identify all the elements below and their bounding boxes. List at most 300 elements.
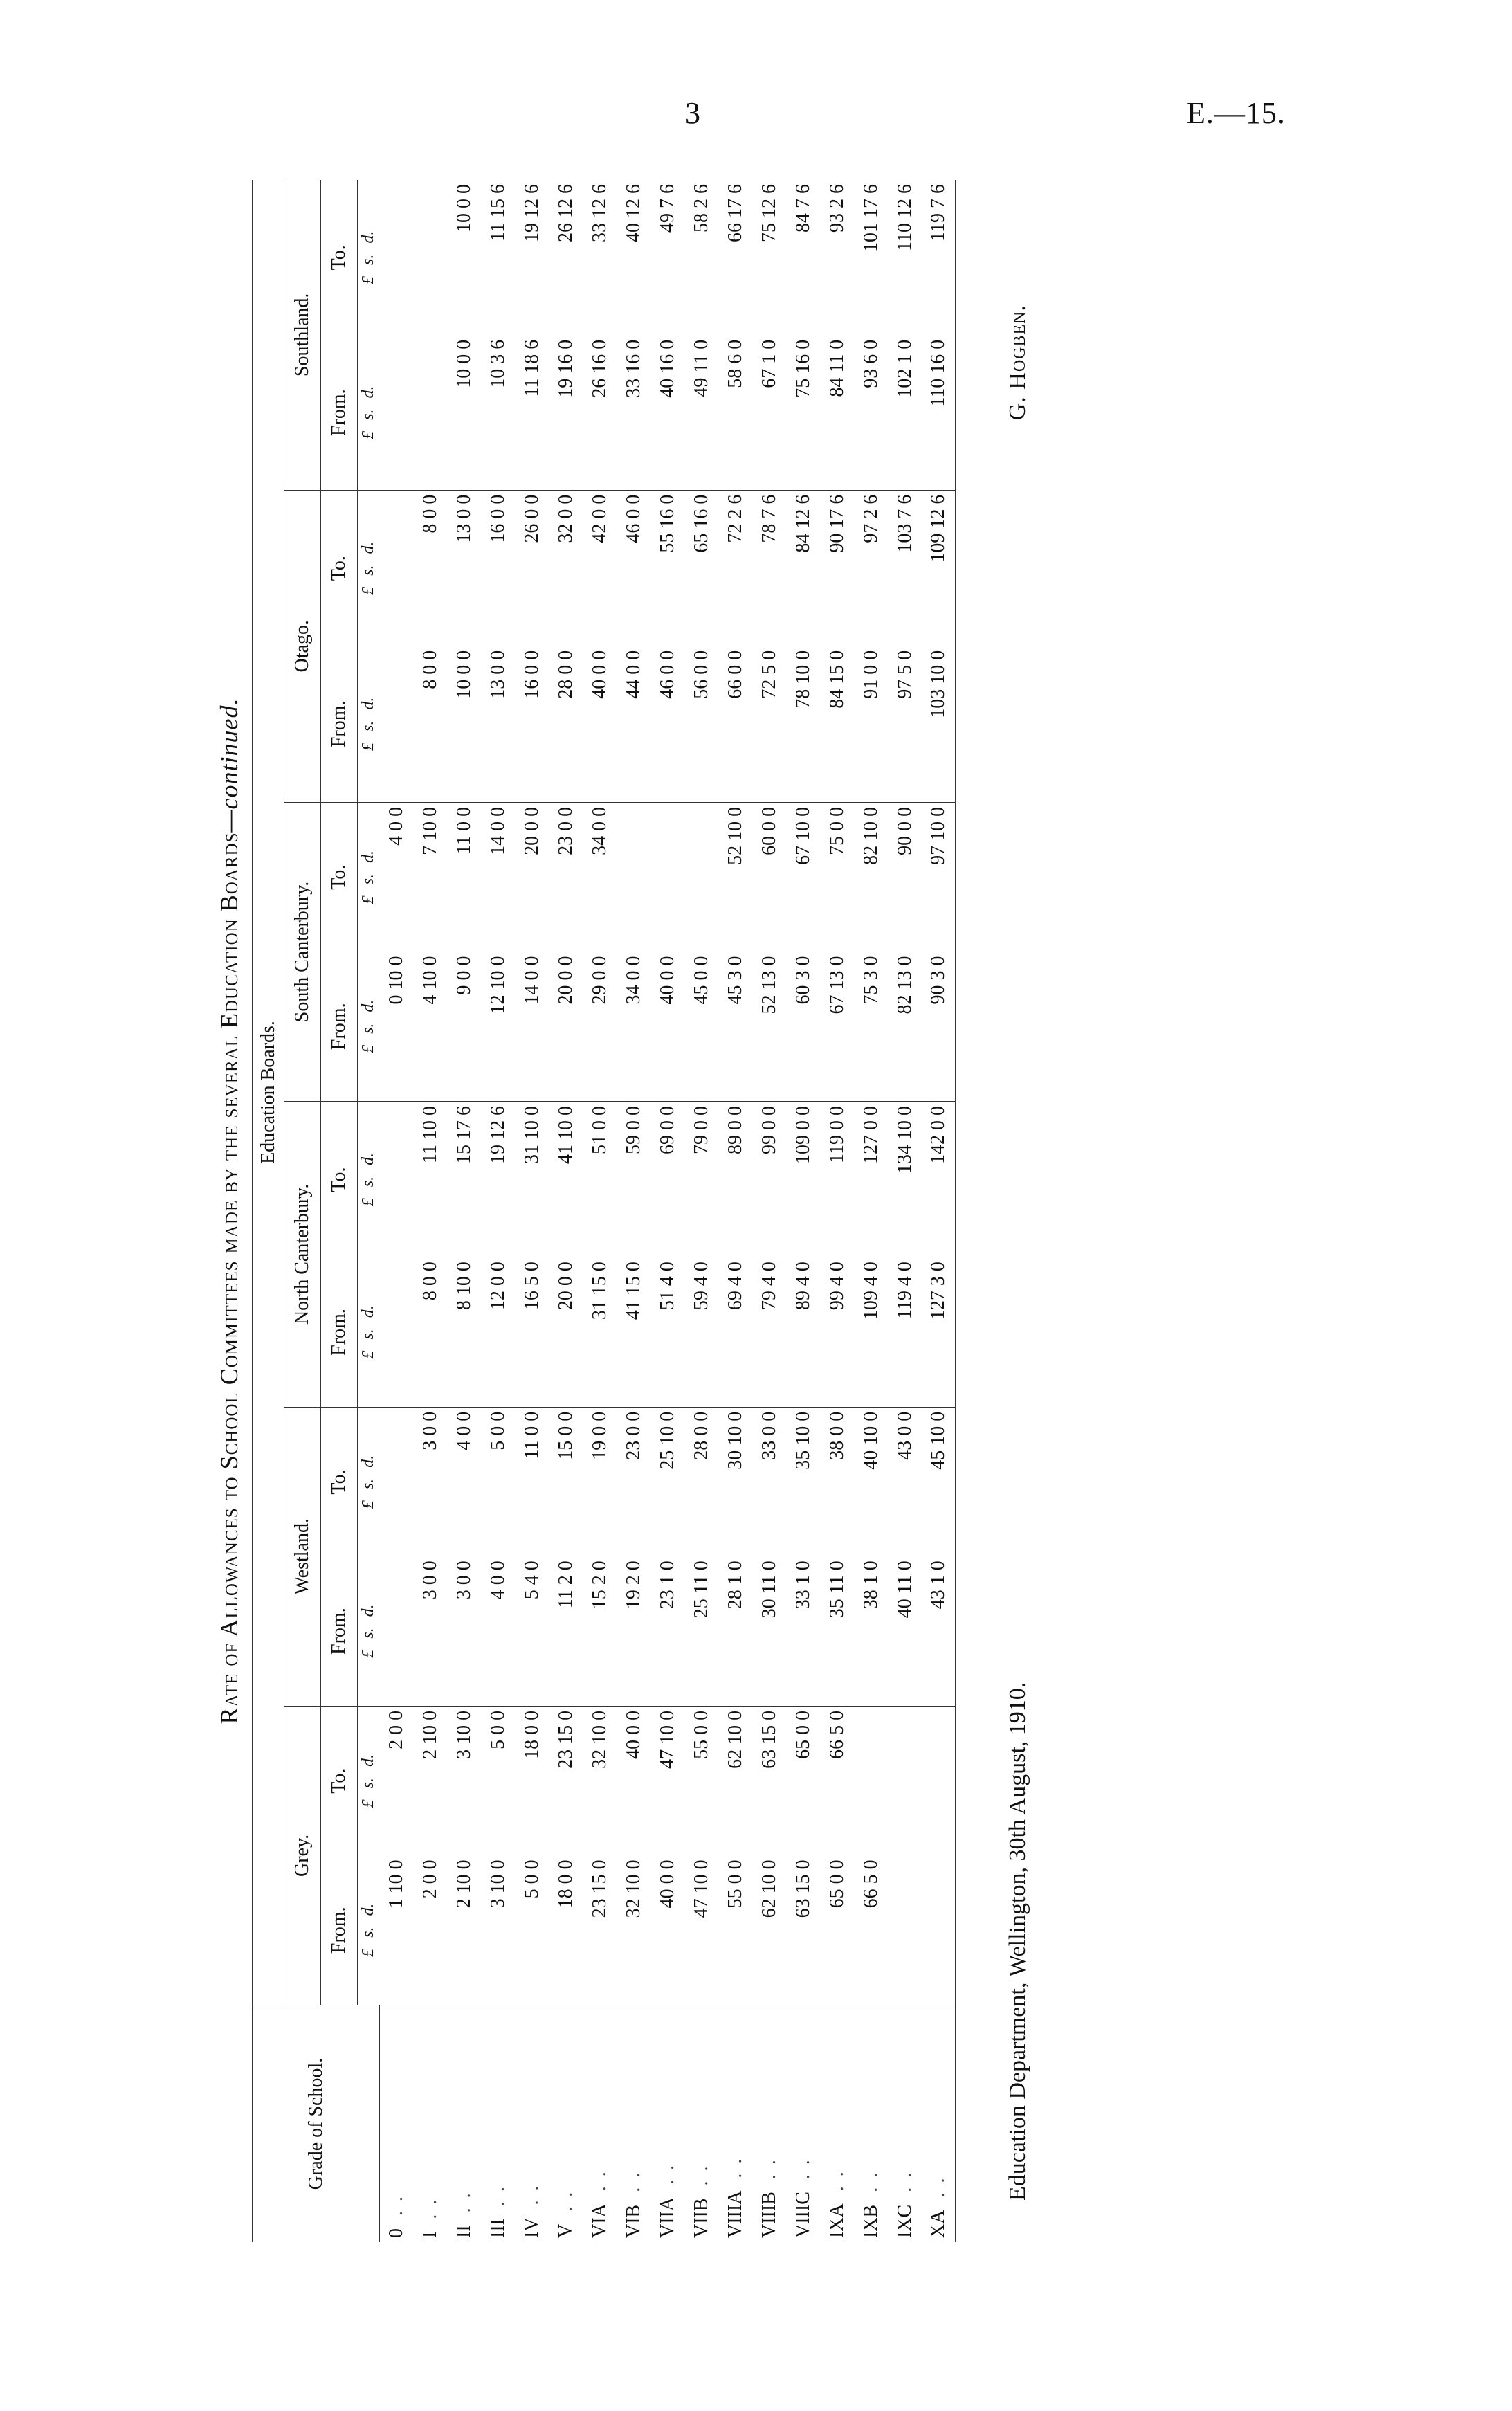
southcanterbury-from-units [358, 952, 380, 1101]
grade-label: IXC [893, 2204, 916, 2238]
southland-to-cell: 66 17 6 [724, 184, 746, 242]
report-reference: E.—15. [1187, 96, 1286, 130]
unit-label: £ [359, 1044, 377, 1053]
southcanterbury-from-cell: 90 3 0 [922, 952, 956, 1101]
table-row [820, 180, 854, 2242]
board-header-north-canterbury: North Canterbury. [284, 1102, 321, 1408]
northcanterbury-to-cell: 15 17 6 [453, 1106, 475, 1165]
southcanterbury-from-cell: 60 3 0 [786, 952, 820, 1101]
unit-label: s. [359, 1927, 377, 1938]
grade-label: VIIIC [792, 2192, 814, 2238]
otago-from-cell: 44 0 0 [617, 646, 650, 803]
grade-cell [752, 2005, 786, 2243]
grey-to-cell: 66 5 0 [826, 1710, 848, 1759]
grade-label: VIIA [656, 2196, 678, 2238]
southcanterbury-from-cell: 0 10 0 [379, 952, 413, 1101]
unit-label: d. [359, 1903, 377, 1916]
otago-from-cell: 56 0 0 [684, 646, 718, 803]
westland-to-cell: 19 0 0 [588, 1411, 610, 1460]
otago-to-cell: 13 0 0 [453, 494, 475, 543]
grade-cell [413, 2005, 447, 2243]
unit-label: d. [359, 850, 377, 863]
table-row [481, 180, 515, 2242]
unit-label: s. [359, 1777, 377, 1789]
otago-from-cell: 97 5 0 [888, 646, 922, 803]
page-number: 3 [685, 96, 700, 130]
southcanterbury-to-cell: 7 10 0 [419, 806, 441, 855]
northcanterbury-to-cell: 109 0 0 [792, 1106, 814, 1165]
southland-to-cell: 11 15 6 [486, 184, 509, 242]
westland-from-cell: 28 1 0 [718, 1556, 752, 1706]
unit-label: s. [359, 1329, 377, 1340]
unit-label: £ [359, 430, 377, 439]
northcanterbury-from-cell: 8 10 0 [447, 1257, 481, 1407]
grade-label: VIIIB [758, 2192, 780, 2238]
leader-dots: .. [758, 2150, 780, 2180]
northcanterbury-from-header: From. [321, 1257, 358, 1407]
southland-from-cell [379, 336, 413, 490]
westland-to-cell: 11 0 0 [520, 1411, 543, 1459]
southland-to-cell: 110 12 6 [893, 184, 916, 251]
leader-dots: .. [622, 2163, 644, 2192]
otago-from-cell: 72 5 0 [752, 646, 786, 803]
southcanterbury-from-cell: 75 3 0 [854, 952, 888, 1101]
northcanterbury-to-cell [379, 1102, 413, 1258]
otago-from-cell: 46 0 0 [650, 646, 684, 803]
southland-from-header: From. [321, 336, 358, 490]
northcanterbury-to-cell: 99 0 0 [758, 1106, 780, 1155]
northcanterbury-to-header: To. [321, 1102, 358, 1258]
unit-label: £ [359, 1799, 377, 1808]
otago-from-cell: 13 0 0 [481, 646, 515, 803]
otago-from-cell: 103 10 0 [922, 646, 956, 803]
northcanterbury-from-cell: 16 5 0 [515, 1257, 549, 1407]
otago-to-cell: 8 0 0 [419, 494, 441, 534]
grade-cell [515, 2005, 549, 2243]
otago-to-cell: 84 12 6 [792, 494, 814, 553]
otago-from-cell: 66 0 0 [718, 646, 752, 803]
grey-to-cell: 2 10 0 [419, 1710, 441, 1759]
westland-from-cell: 5 4 0 [515, 1556, 549, 1706]
grey-to-cell [922, 1706, 956, 1855]
grey-to-cell: 65 0 0 [792, 1710, 814, 1759]
southland-from-cell: 93 6 0 [854, 336, 888, 490]
northcanterbury-to-cell: 51 0 0 [588, 1106, 610, 1155]
unit-label: d. [359, 1152, 377, 1165]
grade-label: III [486, 2219, 509, 2238]
grey-to-cell: 55 0 0 [690, 1710, 712, 1759]
westland-to-header: To. [321, 1407, 358, 1556]
southcanterbury-to-cell: 52 10 0 [724, 806, 746, 865]
otago-to-cell: 72 2 6 [724, 494, 746, 543]
grade-label: V [554, 2223, 576, 2238]
northcanterbury-to-cell: 79 0 0 [690, 1106, 712, 1155]
northcanterbury-from-cell: 119 4 0 [888, 1257, 922, 1407]
grey-to-cell: 5 0 0 [486, 1710, 509, 1749]
signature: G. Hogben. [1005, 304, 1030, 421]
grey-from-cell: 47 10 0 [684, 1855, 718, 2005]
northcanterbury-from-cell: 20 0 0 [549, 1257, 583, 1407]
education-boards-header: Education Boards. [253, 180, 284, 2005]
table-row [684, 180, 718, 2242]
westland-from-cell: 33 1 0 [786, 1556, 820, 1706]
westland-to-units [358, 1407, 380, 1556]
northcanterbury-from-cell [379, 1257, 413, 1407]
grade-cell [549, 2005, 583, 2243]
grade-cell [684, 2005, 718, 2243]
unit-label: £ [359, 1649, 377, 1658]
southland-to-cell: 26 12 6 [554, 184, 576, 242]
grey-to-cell: 18 0 0 [520, 1710, 543, 1759]
leader-dots: .. [724, 2149, 746, 2178]
northcanterbury-from-cell: 41 15 0 [617, 1257, 650, 1407]
table-row [650, 180, 684, 2242]
grey-from-cell: 1 10 0 [379, 1855, 413, 2005]
southcanterbury-to-cell: 20 0 0 [520, 806, 543, 855]
grey-from-cell: 18 0 0 [549, 1855, 583, 2005]
southcanterbury-to-cell: 90 0 0 [893, 806, 916, 855]
westland-to-cell: 15 0 0 [554, 1411, 576, 1460]
unit-label: s. [359, 1176, 377, 1188]
southcanterbury-to-header: To. [321, 802, 358, 952]
unit-label: £ [359, 586, 377, 595]
grade-of-school-header: Grade of School. [253, 2005, 379, 2243]
grade-label: I [419, 2231, 441, 2238]
unit-label: £ [359, 276, 377, 285]
southland-from-cell: 10 3 6 [481, 336, 515, 490]
grey-from-cell: 32 10 0 [617, 1855, 650, 2005]
otago-to-cell: 55 16 0 [656, 494, 678, 553]
westland-to-cell: 35 10 0 [792, 1411, 814, 1470]
westland-to-cell: 38 0 0 [826, 1411, 848, 1460]
otago-to-cell: 103 7 6 [893, 494, 916, 553]
unit-label: d. [359, 999, 377, 1012]
board-header-southland: Southland. [284, 180, 321, 490]
northcanterbury-to-cell: 134 10 0 [893, 1106, 916, 1174]
grey-to-cell: 47 10 0 [656, 1710, 678, 1769]
southcanterbury-to-cell: 23 0 0 [554, 806, 576, 855]
unit-label: s. [359, 1023, 377, 1034]
unit-label: d. [359, 1754, 377, 1767]
otago-to-cell [379, 490, 413, 646]
westland-from-cell: 23 1 0 [650, 1556, 684, 1706]
northcanterbury-to-cell: 31 10 0 [520, 1106, 543, 1165]
unit-label: d. [359, 385, 377, 399]
southland-to-header: To. [321, 180, 358, 336]
table-row [379, 180, 413, 2242]
otago-to-cell: 42 0 0 [588, 494, 610, 543]
southland-to-cell: 10 0 0 [453, 184, 475, 233]
grey-to-units [358, 1706, 380, 1855]
grey-from-cell [888, 1855, 922, 2005]
southcanterbury-to-cell: 34 0 0 [588, 806, 610, 855]
grey-from-header: From. [321, 1855, 358, 2005]
northcanterbury-from-cell: 8 0 0 [413, 1257, 447, 1407]
unit-label: £ [359, 1350, 377, 1359]
otago-from-cell: 40 0 0 [583, 646, 617, 803]
grey-to-cell: 3 10 0 [453, 1710, 475, 1759]
southcanterbury-from-cell: 40 0 0 [650, 952, 684, 1101]
board-header-grey: Grey. [284, 1706, 321, 2005]
southcanterbury-to-cell: 75 0 0 [826, 806, 848, 855]
grey-to-cell: 32 10 0 [588, 1710, 610, 1769]
westland-to-cell: 23 0 0 [622, 1411, 644, 1460]
otago-to-cell: 32 0 0 [554, 494, 576, 543]
table-row [888, 180, 922, 2242]
southland-to-cell: 84 7 6 [792, 184, 814, 233]
southland-from-cell: 110 16 0 [922, 336, 956, 490]
southcanterbury-to-cell: 67 10 0 [792, 806, 814, 865]
grey-to-cell [854, 1706, 888, 1855]
leader-dots: .. [690, 2156, 712, 2186]
grey-to-cell: 23 15 0 [554, 1710, 576, 1769]
southcanterbury-to-cell: 4 0 0 [385, 806, 407, 846]
southcanterbury-to-cell: 11 0 0 [453, 806, 475, 855]
westland-from-cell: 43 1 0 [922, 1556, 956, 1706]
westland-from-cell: 19 2 0 [617, 1556, 650, 1706]
westland-from-cell: 4 0 0 [481, 1556, 515, 1706]
southcanterbury-from-cell: 67 13 0 [820, 952, 854, 1101]
otago-from-cell: 8 0 0 [413, 646, 447, 803]
otago-from-cell: 16 0 0 [515, 646, 549, 803]
northcanterbury-to-cell: 59 0 0 [622, 1106, 644, 1155]
grey-from-cell: 2 10 0 [447, 1855, 481, 2005]
unit-label: s. [359, 254, 377, 266]
otago-from-cell: 10 0 0 [447, 646, 481, 803]
board-header-south-canterbury: South Canterbury. [284, 802, 321, 1101]
northcanterbury-to-cell: 89 0 0 [724, 1106, 746, 1155]
southcanterbury-from-cell: 14 0 0 [515, 952, 549, 1101]
southland-to-cell: 93 2 6 [826, 184, 848, 233]
southland-from-cell: 49 11 0 [684, 336, 718, 490]
grade-label: VIB [622, 2204, 644, 2238]
grey-from-units [358, 1855, 380, 2005]
table-title-main: Rate of Allowances to School Committees made by the several Education Boards [215, 832, 243, 1725]
otago-to-cell: 90 17 6 [826, 494, 848, 553]
grade-cell [854, 2005, 888, 2243]
grade-cell [617, 2005, 650, 2243]
westland-from-cell: 11 2 0 [549, 1556, 583, 1706]
southcanterbury-from-cell: 34 0 0 [617, 952, 650, 1101]
southcanterbury-to-cell: 97 10 0 [922, 802, 956, 952]
table-row [617, 180, 650, 2242]
southland-from-cell: 26 16 0 [583, 336, 617, 490]
southcanterbury-to-cell [684, 802, 718, 952]
unit-label: d. [359, 230, 377, 244]
otago-to-cell: 46 0 0 [622, 494, 644, 543]
southland-from-cell [413, 336, 447, 490]
leader-dots: .. [826, 2162, 848, 2192]
southcanterbury-from-cell: 12 10 0 [481, 952, 515, 1101]
westland-to-cell: 43 0 0 [893, 1411, 916, 1460]
northcanterbury-from-cell: 59 4 0 [684, 1257, 718, 1407]
northcanterbury-to-cell: 19 12 6 [486, 1106, 509, 1165]
grade-label: VIIB [690, 2198, 712, 2238]
westland-from-cell: 25 11 0 [684, 1556, 718, 1706]
southland-from-cell: 40 16 0 [650, 336, 684, 490]
leader-dots: .. [385, 2187, 407, 2216]
unit-label: s. [359, 565, 377, 576]
northcanterbury-from-cell: 69 4 0 [718, 1257, 752, 1407]
northcanterbury-to-cell: 127 0 0 [859, 1106, 882, 1165]
unit-label: d. [359, 697, 377, 710]
southcanterbury-to-cell: 60 0 0 [758, 806, 780, 855]
leader-dots: .. [486, 2177, 509, 2207]
grade-label: 0 [385, 2228, 407, 2238]
leader-dots: .. [859, 2163, 882, 2192]
westland-to-cell [379, 1407, 413, 1556]
table-row [752, 180, 786, 2242]
grade-cell [922, 2005, 956, 2243]
unit-label: s. [359, 873, 377, 885]
rotated-table-block [208, 180, 1142, 2242]
grey-to-cell: 62 10 0 [724, 1710, 746, 1769]
southcanterbury-to-cell [617, 802, 650, 952]
westland-from-cell: 38 1 0 [854, 1556, 888, 1706]
southland-to-cell: 119 7 6 [922, 180, 956, 336]
southland-from-cell: 58 6 0 [718, 336, 752, 490]
grey-to-cell: 2 0 0 [385, 1710, 407, 1749]
northcanterbury-to-cell: 69 0 0 [656, 1106, 678, 1155]
table-row [515, 180, 549, 2242]
unit-label: d. [359, 1604, 377, 1617]
grey-from-cell: 5 0 0 [515, 1855, 549, 2005]
table-title-continued: —continued. [215, 698, 243, 833]
grade-label: IV [520, 2217, 543, 2238]
westland-to-cell: 3 0 0 [419, 1411, 441, 1450]
northcanterbury-from-cell: 109 4 0 [854, 1257, 888, 1407]
westland-from-units [358, 1556, 380, 1706]
southland-from-cell: 10 0 0 [447, 336, 481, 490]
southcanterbury-from-cell: 9 0 0 [447, 952, 481, 1101]
leader-dots: .. [554, 2182, 576, 2212]
grey-to-cell [888, 1706, 922, 1855]
westland-from-cell: 40 11 0 [888, 1556, 922, 1706]
grey-from-cell: 2 0 0 [413, 1855, 447, 2005]
unit-label: s. [359, 1628, 377, 1639]
southland-to-cell: 19 12 6 [520, 184, 543, 242]
southcanterbury-from-header: From. [321, 952, 358, 1101]
southland-from-cell: 75 16 0 [786, 336, 820, 490]
southland-to-cell: 40 12 6 [622, 184, 644, 242]
otago-to-units [358, 490, 380, 646]
unit-label: £ [359, 1198, 377, 1207]
otago-to-cell: 65 16 0 [690, 494, 712, 553]
southcanterbury-from-cell: 82 13 0 [888, 952, 922, 1101]
grade-cell [820, 2005, 854, 2243]
grade-label: VIIIA [724, 2190, 746, 2238]
otago-from-units [358, 646, 380, 803]
northcanterbury-from-cell: 99 4 0 [820, 1257, 854, 1407]
southcanterbury-to-cell [650, 802, 684, 952]
westland-from-cell: 3 0 0 [413, 1556, 447, 1706]
grade-cell [379, 2005, 413, 2243]
grade-label: II [453, 2225, 475, 2238]
westland-to-cell: 33 0 0 [758, 1411, 780, 1460]
northcanterbury-from-cell: 79 4 0 [752, 1257, 786, 1407]
southland-from-units [358, 336, 380, 490]
westland-to-cell: 5 0 0 [486, 1411, 509, 1450]
grade-cell [650, 2005, 684, 2243]
westland-to-cell: 30 10 0 [724, 1411, 746, 1470]
westland-from-cell: 30 11 0 [752, 1556, 786, 1706]
southland-from-cell: 67 1 0 [752, 336, 786, 490]
southland-to-cell: 75 12 6 [758, 184, 780, 242]
unit-label: £ [359, 742, 377, 751]
grade-cell [888, 2005, 922, 2243]
unit-label: s. [359, 720, 377, 731]
southland-from-cell: 33 16 0 [617, 336, 650, 490]
northcanterbury-from-cell: 12 0 0 [481, 1257, 515, 1407]
leader-dots: .. [419, 2190, 441, 2219]
footer [1005, 180, 1031, 2242]
unit-label: d. [359, 1455, 377, 1468]
unit-label: £ [359, 895, 377, 904]
department-dateline: Education Department, Wellington, 30th August, 1910. [1005, 1682, 1030, 2201]
westland-to-cell: 28 0 0 [690, 1411, 712, 1460]
grade-cell [583, 2005, 617, 2243]
southcanterbury-from-cell: 4 10 0 [413, 952, 447, 1101]
westland-to-cell: 25 10 0 [656, 1411, 678, 1470]
table-row [854, 180, 888, 2242]
otago-from-cell: 78 10 0 [786, 646, 820, 803]
table-row [583, 180, 617, 2242]
table-row [786, 180, 820, 2242]
otago-to-cell: 16 0 0 [486, 494, 509, 543]
northcanterbury-to-cell: 41 10 0 [554, 1106, 576, 1165]
southland-to-cell [413, 180, 447, 336]
grey-to-cell: 63 15 0 [758, 1710, 780, 1769]
northcanterbury-from-cell: 89 4 0 [786, 1257, 820, 1407]
otago-to-cell: 109 12 6 [922, 490, 956, 646]
grey-from-cell: 66 5 0 [854, 1855, 888, 2005]
southcanterbury-from-cell: 45 3 0 [718, 952, 752, 1101]
northcanterbury-from-units [358, 1257, 380, 1407]
southcanterbury-from-cell: 29 0 0 [583, 952, 617, 1101]
leader-dots: .. [656, 2155, 678, 2185]
southcanterbury-from-cell: 45 0 0 [684, 952, 718, 1101]
grade-cell [786, 2005, 820, 2243]
northcanterbury-to-cell: 11 10 0 [419, 1106, 441, 1163]
northcanterbury-to-cell: 119 0 0 [826, 1106, 848, 1163]
unit-label: d. [359, 541, 377, 554]
grey-from-cell [922, 1855, 956, 2005]
leader-dots: .. [588, 2162, 610, 2192]
grey-to-cell: 40 0 0 [622, 1710, 644, 1759]
table-row [922, 180, 956, 2242]
leader-dots: .. [927, 2168, 949, 2198]
unit-label: £ [359, 1500, 377, 1509]
otago-from-cell: 91 0 0 [854, 646, 888, 803]
southland-to-cell: 33 12 6 [588, 184, 610, 242]
table-row [549, 180, 583, 2242]
otago-to-cell: 97 2 6 [859, 494, 882, 543]
otago-to-cell: 78 7 6 [758, 494, 780, 543]
grade-cell [481, 2005, 515, 2243]
grade-cell [447, 2005, 481, 2243]
grade-label: IXB [859, 2204, 882, 2238]
grey-from-cell: 63 15 0 [786, 1855, 820, 2005]
westland-from-cell: 35 11 0 [820, 1556, 854, 1706]
westland-to-cell: 45 10 0 [922, 1407, 956, 1556]
unit-label: d. [359, 1305, 377, 1318]
grey-from-cell: 65 0 0 [820, 1855, 854, 2005]
northcanterbury-from-cell: 31 15 0 [583, 1257, 617, 1407]
otago-from-cell: 84 15 0 [820, 646, 854, 803]
westland-from-cell: 3 0 0 [447, 1556, 481, 1706]
grey-from-cell: 40 0 0 [650, 1855, 684, 2005]
southland-to-cell [379, 180, 413, 336]
